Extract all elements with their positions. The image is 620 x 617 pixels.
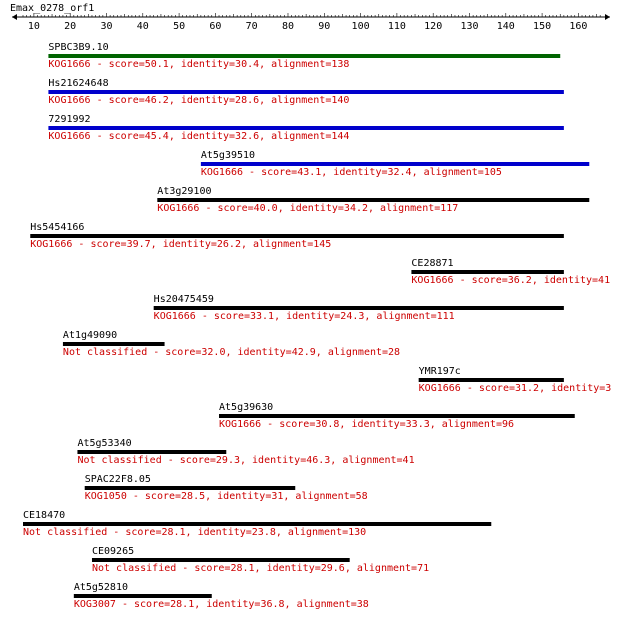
hit-description: KOG1666 - score=39.7, identity=26.2, alignment=145 [30,239,332,250]
hit-name: At5g53340 [77,438,132,449]
hit-bar [77,450,226,454]
hit-description: Not classified - score=32.0, identity=42.9, alignment=28 [62,347,401,358]
hit-bar [419,378,564,382]
hit-name: Hs20475459 [153,294,214,305]
axis-tick-label: 100 [351,21,370,32]
hit-name: At3g29100 [157,186,212,197]
axis-tick-label: 80 [281,21,295,32]
hit-bar [219,414,575,418]
hit-row [85,474,368,502]
axis-tick-label: 40 [136,21,149,32]
axis-tick-label: 10 [27,21,40,32]
axis-tick-label: 130 [460,21,479,32]
hit-row [48,78,563,106]
hit-row [154,294,564,322]
hit-row [77,438,414,466]
hit-description: KOG1666 - score=40.0, identity=34.2, alignment=117 [157,203,459,214]
hit-description: KOG1050 - score=28.5, identity=31, alignment=58 [84,491,368,502]
hit-bar [63,342,165,346]
hit-bar [23,522,491,526]
hit-bar [411,270,563,274]
hit-bar [201,162,589,166]
hit-bar [154,306,564,310]
axis-tick-label: 90 [318,21,331,32]
axis-tick-label: 140 [496,21,515,32]
hit-description: Not classified - score=29.3, identity=46.3, alignment=41 [77,455,415,466]
hit-bar [85,486,296,490]
hit-description: KOG1666 - score=33.1, identity=24.3, alignment=111 [153,311,455,322]
hit-name: Hs5454166 [30,222,85,233]
hit-description: Not classified - score=28.1, identity=29.6, alignment=71 [91,563,430,574]
hit-bar [48,54,560,58]
hit-list [23,42,611,610]
hit-row [157,186,589,214]
hit-row [219,402,575,430]
hit-description: KOG1666 - score=31.2, identity=3 [418,383,612,394]
hit-row [201,150,589,178]
hit-description: KOG1666 - score=46.2, identity=28.6, alignment=140 [48,95,350,106]
hit-name: 7291992 [48,114,91,125]
axis-tick-label: 60 [209,21,222,32]
axis-arrow-left [12,14,17,20]
axis-arrow-right [605,14,610,20]
hit-bar [92,558,350,562]
axis-tick-label: 30 [100,21,113,32]
axis-tick-label: 70 [245,21,258,32]
hit-name: CE09265 [91,546,135,557]
hit-name: YMR197c [418,366,461,377]
hit-description: KOG3007 - score=28.1, identity=36.8, alignment=38 [73,599,369,610]
hit-row [419,366,612,394]
hit-row [48,42,560,70]
hit-bar [157,198,589,202]
axis-tick-label: 20 [64,21,77,32]
hit-row [30,222,564,250]
hit-description: KOG1666 - score=50.1, identity=30.4, alignment=138 [48,59,350,70]
hit-row [23,510,491,538]
hit-name: At1g49090 [62,330,118,341]
hit-name: CE18470 [23,510,66,521]
hit-name: CE28871 [411,258,454,269]
hit-name: At5g39630 [219,402,274,413]
hit-row [92,546,429,574]
hit-row [74,582,369,610]
hit-name: At5g39510 [200,150,256,161]
hit-description: KOG1666 - score=30.8, identity=33.3, alignment=96 [219,419,515,430]
axis-tick-label: 120 [424,21,443,32]
sequence-axis [12,13,610,32]
hit-description: KOG1666 - score=43.1, identity=32.4, alignment=105 [200,167,502,178]
hit-bar [74,594,212,598]
axis-tick-label: 110 [387,21,406,32]
hit-row [63,330,400,358]
hit-name: SPBC3B9.10 [48,42,109,53]
hit-bar [48,90,563,94]
hit-name: At5g52810 [73,582,129,593]
axis-tick-label: 150 [533,21,552,32]
hit-name: Hs21624648 [48,78,109,89]
hit-description: KOG1666 - score=45.4, identity=32.6, alignment=144 [48,131,350,142]
hit-bar [30,234,564,238]
axis-tick-label: 160 [569,21,588,32]
hit-name: SPAC22F8.05 [84,474,151,485]
axis-tick-label: 50 [173,21,186,32]
hit-row [411,258,610,286]
hit-description: KOG1666 - score=36.2, identity=41 [411,275,611,286]
hit-row [48,114,563,142]
query-name: Emax_0278_orf1 [10,3,95,14]
hit-bar [48,126,563,130]
hit-description: Not classified - score=28.1, identity=23.8, alignment=130 [23,527,367,538]
